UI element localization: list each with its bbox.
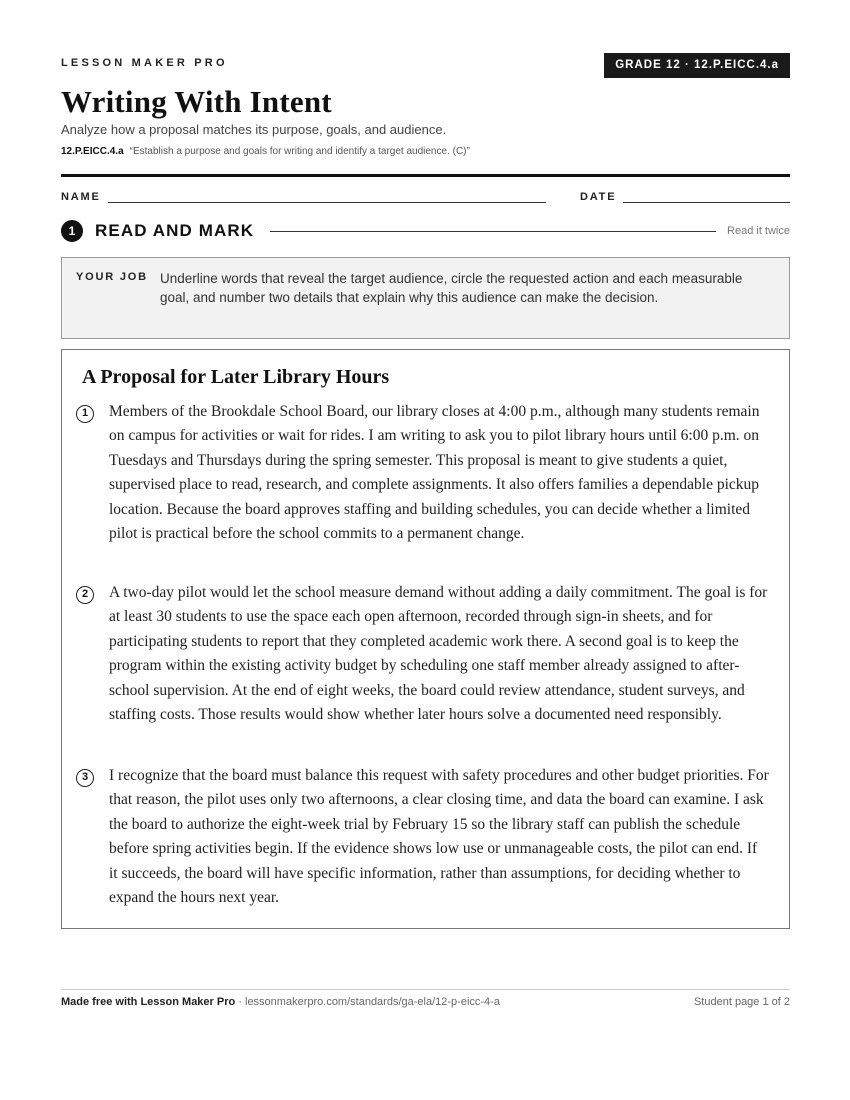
passage-box — [61, 349, 790, 929]
paragraph-number-1: 1 — [76, 405, 94, 423]
paragraph-3: I recognize that the board must balance this request with safety procedures and other budget priorities. For that reason, the pilot uses only two afternoons, a clear closing time, and data the board can examine. I ask the board to authorize the eight-week trial by February 15 so the library staff can publish the schedule before spring activities begin. If the evidence shows low use or unmanageable costs, the pilot can end. If it succeeds, the board will have specific information, rather than assumptions, for deciding whether to expand the hours next year. — [109, 767, 769, 907]
section-number-badge: 1 — [61, 220, 83, 242]
section-title: READ AND MARK — [95, 221, 255, 240]
standard-text: “Establish a purpose and goals for writing and identify a target audience. (C)” — [129, 146, 470, 157]
name-field[interactable] — [108, 202, 546, 203]
footer-url[interactable]: lessonmakerpro.com/standards/ga-ela/12-p-eicc-4-a — [245, 996, 500, 1008]
paragraph-number-2: 2 — [76, 586, 94, 604]
brand-name: LESSON MAKER PRO — [61, 57, 228, 69]
passage-title: A Proposal for Later Library Hours — [82, 366, 390, 388]
paragraph-number-3: 3 — [76, 769, 94, 787]
name-label: NAME — [61, 191, 101, 203]
footer-made-with: Made free with Lesson Maker Pro — [61, 996, 236, 1008]
footer-separator: · — [235, 996, 245, 1008]
grade-badge: GRADE 12 · 12.P.EICC.4.a — [604, 53, 790, 78]
worksheet-page — [61, 0, 790, 1100]
paragraph-2: A two-day pilot would let the school measure demand without adding a daily commitment. The goal is for at least 30 students to use the space each open afternoon, recorded through sign-in sheets, and for participating students to report that they completed academic work there. A second goal is to keep the program within the existing activity budget by scheduling one staff member already assigned to after-school supervision. At the end of eight weeks, the board could review attendance, student surveys, and staffing costs. Those results would show whether later hours solve a documented need responsibly. — [109, 584, 768, 724]
footer-divider — [61, 989, 790, 990]
header-divider — [61, 174, 790, 177]
paragraph-1: Members of the Brookdale School Board, our library closes at 4:00 p.m., although many students remain on campus for activities or wait for rides. I am writing to ask you to pilot library hours until 6:00 p.m. on Tuesdays and Thursdays during the spring semester. This proposal is meant to give students a quiet, supervised place to read, research, and complete assignments. It also offers families a dependable pickup location. Because the board approves staffing and building schedules, you can decide whether a limited pilot is practical before the school commits to a permanent change. — [109, 403, 760, 543]
section-rule — [270, 231, 716, 232]
section-note: Read it twice — [727, 225, 790, 237]
job-label: YOUR JOB — [76, 271, 148, 283]
date-label: DATE — [580, 191, 617, 203]
footer-credit — [61, 996, 500, 1008]
standard-line — [61, 146, 470, 157]
date-field[interactable] — [623, 202, 790, 203]
standard-code: 12.P.EICC.4.a — [61, 146, 124, 157]
page-subtitle: Analyze how a proposal matches its purpose, goals, and audience. — [61, 122, 447, 137]
page-title: Writing With Intent — [61, 84, 332, 119]
job-text: Underline words that reveal the target audience, circle the requested action and each measurable goal, and number two details that explain why this audience can make the decision. — [160, 271, 743, 305]
job-instructions-box — [61, 257, 790, 339]
page-number: Student page 1 of 2 — [693, 996, 790, 1008]
